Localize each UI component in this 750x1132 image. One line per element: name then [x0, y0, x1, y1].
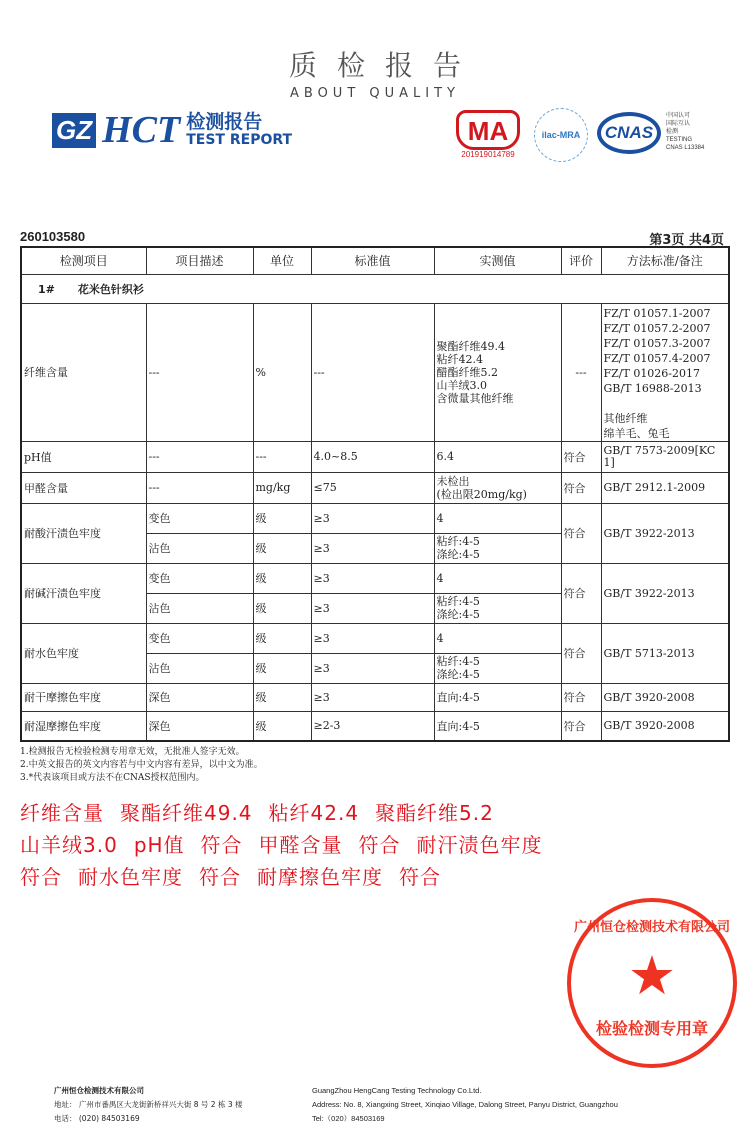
- table-row: 耐干摩擦色牢度 深色 级 ≥3 直向:4-5 符合 GB/T 3920-2008: [21, 683, 729, 711]
- overlay-f3: 聚酯纤维5.2: [375, 801, 494, 825]
- overlay-f1: 聚酯纤维49.4: [120, 801, 253, 825]
- page-subtitle: ABOUT QUALITY: [289, 86, 460, 101]
- overlay-sweat: 耐汗渍色牢度: [416, 833, 543, 857]
- notes: 1.检测报告无检验检测专用章无效，无批准人签字无效。 2.中英文报告的英文内容若与中文内容有差异，以中文为准。 3.*代表该项目或方法不在CNAS授权范围内。: [20, 747, 263, 783]
- table-row: 耐湿摩擦色牢度 深色 级 ≥2-3 直向:4-5 符合 GB/T 3920-2008: [21, 711, 729, 741]
- logo-hct: HCT: [102, 109, 181, 151]
- table-row: 纤维含量 --- % --- 聚酯纤维49.4 粘纤42.4 醋酯纤维5.2 山羊绒3.0 含微量其他纤维 --- FZ/T 01057.1-2007 FZ/T 01057.2-2007 FZ/T 01057.3-2007 FZ/T 01057.4-2007 FZ/T 01026-2017 GB/T 16988-2013 其他纤维 绵羊毛、兔毛: [21, 303, 729, 441]
- cma-logo: MA 201919014789: [456, 110, 520, 159]
- overlay-ok: 符合: [399, 865, 441, 889]
- overlay-fiber: 纤维含量: [20, 801, 104, 825]
- section-row: 1# 花米色针织衫: [21, 274, 729, 303]
- table-row: 耐酸汗渍色牢度 变色 级 ≥3 4 符合 GB/T 3922-2013: [21, 503, 729, 533]
- hct-logo: [52, 108, 292, 152]
- overlay-rub: 耐摩擦色牢度: [257, 865, 383, 889]
- overlay-ok: 符合: [199, 865, 241, 889]
- table-row: pH值 --- --- 4.0~8.5 6.4 符合 GB/T 7573-2009[KC1]: [21, 441, 729, 472]
- table-row: 沾色 级 ≥3 粘纤:4-5 涤纶:4-5: [21, 593, 729, 623]
- star-icon: ★: [627, 944, 677, 1007]
- ilac-mra-logo: ilac-MRA: [534, 108, 588, 162]
- table-row: 甲醛含量 --- mg/kg ≤75 未检出 (检出限20mg/kg) 符合 GB/T 2912.1-2009: [21, 472, 729, 503]
- overlay-ok: 符合: [200, 833, 243, 857]
- cnas-text: 中国认可 国际互认 检测 TESTING CNAS L13384: [666, 113, 705, 151]
- overlay-f2: 粘纤42.4: [268, 801, 360, 825]
- overlay-ph: pH值: [133, 833, 185, 857]
- overlay-ok: 符合: [358, 833, 401, 857]
- overlay-f4: 山羊绒3.0: [20, 833, 118, 857]
- red-annotations: [20, 800, 550, 890]
- table-row: 耐碱汗渍色牢度 变色 级 ≥3 4 符合 GB/T 3922-2013: [21, 563, 729, 593]
- table-header-row: 检测项目 项目描述 单位 标准值 实测值 评价 方法标准/备注: [21, 247, 729, 274]
- report-number: 260103580: [20, 229, 86, 244]
- page-title: 质检报告: [288, 49, 481, 82]
- overlay-ok: 符合: [20, 865, 62, 889]
- cma-number: 201919014789: [461, 150, 515, 159]
- table-row: 沾色 级 ≥3 粘纤:4-5 涤纶:4-5: [21, 653, 729, 683]
- logo-cn: 检测报告: [186, 110, 263, 133]
- footer-cn: 广州恒仓检测技术有限公司 地址： 广州市番禺区大龙街新桥祥兴大街 8 号 2 栋 3 楼 电话： (020) 84503169: [54, 1086, 243, 1123]
- overlay-formaldehyde: 甲醛含量: [258, 833, 343, 857]
- overlay-water: 耐水色牢度: [78, 865, 183, 889]
- official-stamp: 广州恒仓检测技术有限公司 ★ 检验检测专用章: [567, 898, 737, 1068]
- page-number: 第3页 共4页: [649, 233, 724, 248]
- table-row: 沾色 级 ≥3 粘纤:4-5 涤纶:4-5: [21, 533, 729, 563]
- cnas-logo: CNAS: [597, 112, 661, 154]
- logo-en: TEST REPORT: [186, 131, 293, 148]
- footer-en: GuangZhou HengCang Testing Technology Co.Ltd. Address: No. 8, Xiangxing Street, Xinqiao Village, Dalong Street, Panyu District, Guangzhou Tel:（020）84503169: [312, 1086, 618, 1123]
- table-row: 耐水色牢度 变色 级 ≥3 4 符合 GB/T 5713-2013: [21, 623, 729, 653]
- test-results-table: [20, 246, 730, 742]
- logo-gz: GZ: [52, 113, 96, 148]
